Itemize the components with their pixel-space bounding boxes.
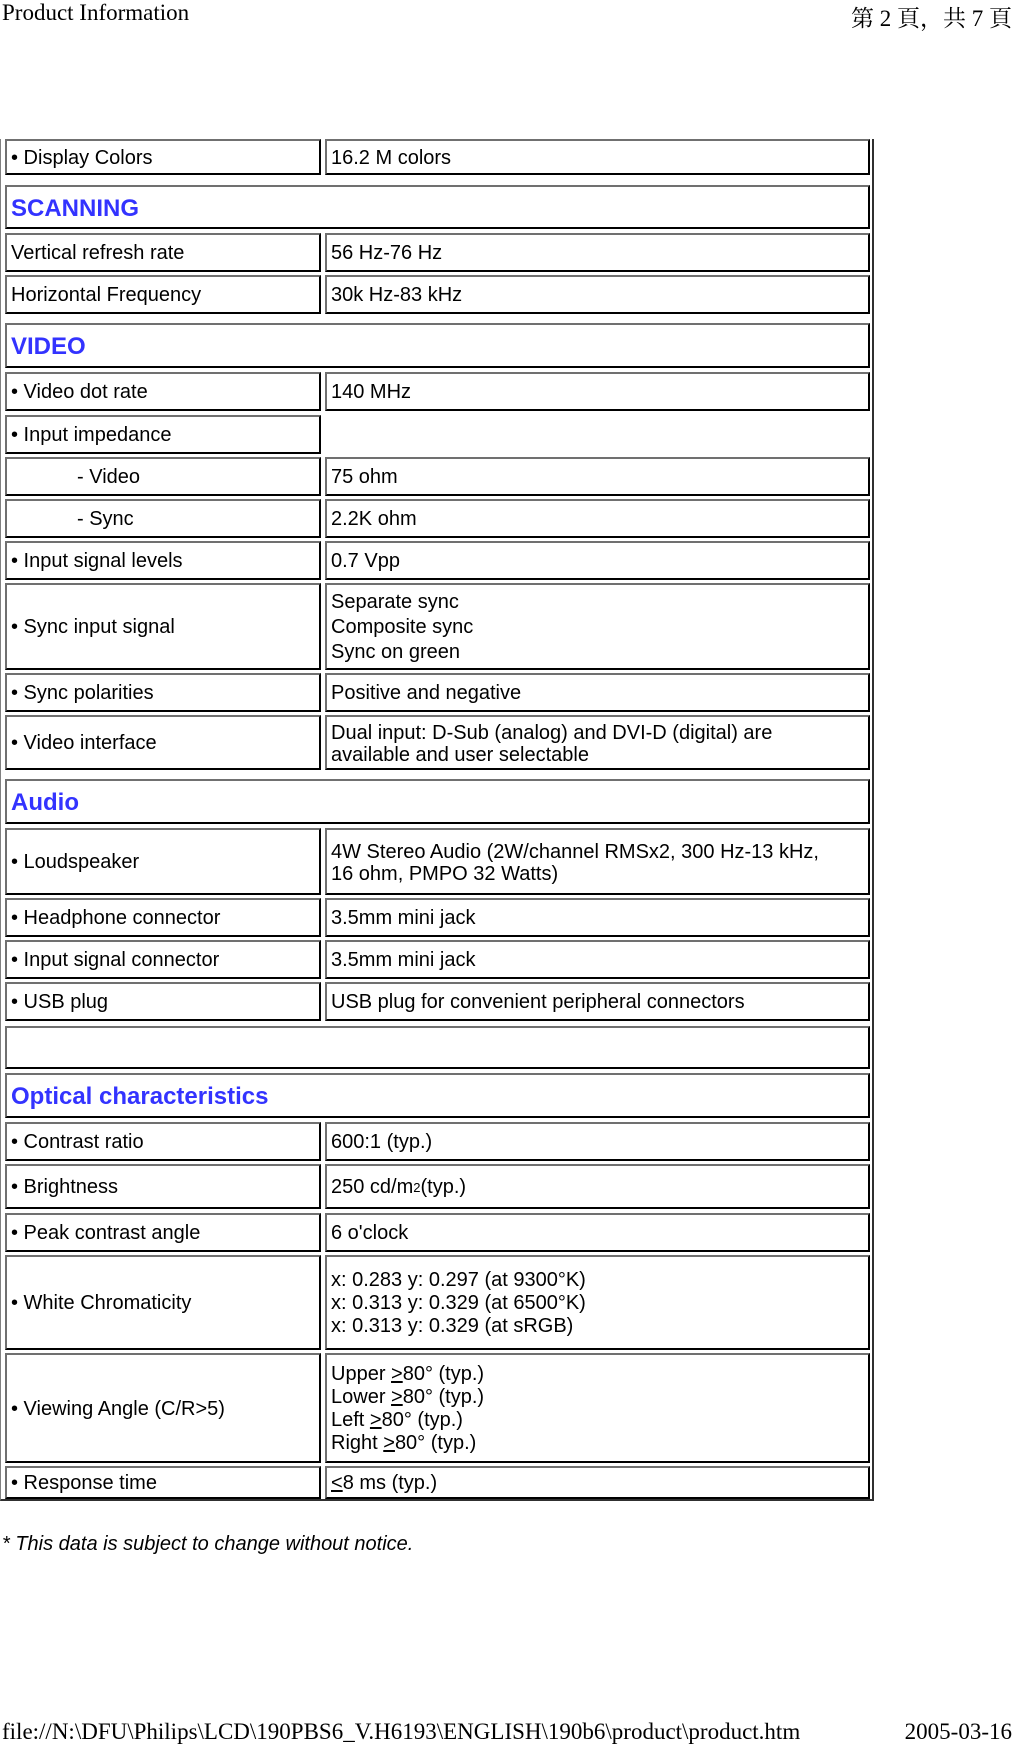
- spec-value: [325, 583, 870, 670]
- table-row: [5, 1255, 870, 1350]
- spec-value: 0.7 Vpp: [325, 541, 870, 580]
- change-notice: * This data is subject to change without notice.: [2, 1533, 414, 1555]
- spec-label: • Contrast ratio: [5, 1122, 321, 1161]
- spec-value-line: 4W Stereo Audio (2W/channel RMSx2, 300 Hz-13 kHz,: [331, 840, 819, 863]
- section-heading-video: VIDEO: [5, 323, 870, 368]
- table-row: [5, 457, 870, 496]
- angle-direction: Left: [331, 1409, 370, 1431]
- spec-value-text: (typ.): [420, 1176, 467, 1198]
- spec-label: • Display Colors: [5, 139, 321, 175]
- table-row: [5, 940, 870, 979]
- angle-direction: Right: [331, 1432, 384, 1454]
- angle-value: 80° (typ.): [402, 1363, 485, 1385]
- table-row: [5, 415, 870, 454]
- spec-value-line: x: 0.313 y: 0.329 (at sRGB): [331, 1315, 574, 1337]
- angle-symbol: >: [369, 1409, 382, 1431]
- spec-value: 140 MHz: [325, 372, 870, 411]
- angle-symbol: >: [391, 1363, 403, 1385]
- spec-sublabel: - Sync: [5, 499, 321, 538]
- angle-symbol: >: [383, 1432, 395, 1454]
- spec-label: • Response time: [5, 1466, 321, 1499]
- spec-value: 3.5mm mini jack: [325, 940, 870, 979]
- spec-label: • Headphone connector: [5, 898, 321, 937]
- spec-value: USB plug for convenient peripheral connectors: [325, 982, 870, 1021]
- table-row: [5, 372, 870, 411]
- spec-value: Positive and negative: [325, 673, 870, 712]
- response-symbol: <: [331, 1472, 343, 1494]
- table-row: [5, 828, 870, 895]
- spec-value: 75 ohm: [325, 457, 870, 496]
- spec-value: 30k Hz-83 kHz: [325, 275, 870, 314]
- page-header-title: Product Information: [2, 0, 190, 25]
- section-row: [5, 323, 870, 368]
- spec-label: • Video dot rate: [5, 372, 321, 411]
- spec-value: 3.5mm mini jack: [325, 898, 870, 937]
- spec-value: 16.2 M colors: [325, 139, 870, 175]
- spec-value-line: [331, 1386, 484, 1409]
- spec-label: • Loudspeaker: [5, 828, 321, 895]
- angle-value: 80° (typ.): [381, 1409, 463, 1431]
- spec-value: 6 o'clock: [325, 1213, 870, 1252]
- spec-label: • Brightness: [5, 1164, 321, 1209]
- spec-label: • Peak contrast angle: [5, 1213, 321, 1252]
- spec-label: • Sync input signal: [5, 583, 321, 670]
- spec-value-line: [331, 1432, 476, 1455]
- table-row: [5, 275, 870, 314]
- spec-value: [325, 1255, 870, 1350]
- angle-direction: Lower: [331, 1386, 392, 1408]
- table-row: [5, 673, 870, 712]
- spec-label: • Input impedance: [5, 415, 321, 454]
- footer-date: 2005-03-16: [904, 1719, 1012, 1744]
- spec-label: • Input signal connector: [5, 940, 321, 979]
- spec-value-text: 8 ms (typ.): [342, 1472, 438, 1494]
- spec-value: 250 cd/m 2 (typ.): [325, 1164, 870, 1209]
- footer-file-path: file://N:\DFU\Philips\LCD\190PBS6_V.H6193\ENGLISH\190b6\product\product.htm: [2, 1719, 801, 1744]
- spec-label: • USB plug: [5, 982, 321, 1021]
- spec-value: [325, 715, 870, 770]
- angle-value: 80° (typ.): [402, 1386, 485, 1408]
- table-row: [5, 499, 870, 538]
- spec-value-line: available and user selectable: [331, 743, 589, 766]
- angle-symbol: >: [391, 1386, 403, 1408]
- spec-value: [325, 828, 870, 895]
- spec-sublabel: - Video: [5, 457, 321, 496]
- spec-label: • Sync polarities: [5, 673, 321, 712]
- spec-value-line: [331, 1409, 463, 1432]
- angle-value: 80° (typ.): [394, 1432, 477, 1454]
- spec-label: Vertical refresh rate: [5, 233, 321, 272]
- table-row: [5, 583, 870, 670]
- section-row: [5, 779, 870, 824]
- spec-value-line: [331, 1363, 484, 1386]
- spec-label: • Viewing Angle (C/R>5): [5, 1353, 321, 1463]
- table-row: [5, 898, 870, 937]
- spec-value-line: Separate sync: [331, 591, 459, 613]
- table-row: [5, 1122, 870, 1161]
- spec-label: • Input signal levels: [5, 541, 321, 580]
- section-row: [5, 185, 870, 229]
- table-row: [5, 715, 870, 770]
- spec-value: [325, 1353, 870, 1463]
- spec-label: Horizontal Frequency: [5, 275, 321, 314]
- spec-label: • Video interface: [5, 715, 321, 770]
- table-row: [5, 1213, 870, 1252]
- page-header-page-indicator: 第 2 頁，共 7 頁: [851, 6, 1012, 31]
- spec-value: 600:1 (typ.): [325, 1122, 870, 1161]
- spec-value-line: Dual input: D-Sub (analog) and DVI-D (digital) are: [331, 721, 773, 744]
- section-heading-audio: Audio: [5, 779, 870, 824]
- spec-value-line: x: 0.283 y: 0.297 (at 9300°K): [331, 1269, 586, 1291]
- spec-value: 56 Hz-76 Hz: [325, 233, 870, 272]
- spec-table: [0, 139, 874, 1501]
- table-row: [5, 541, 870, 580]
- table-row: [5, 139, 870, 175]
- table-row: [5, 1466, 870, 1499]
- spec-value-text: 250 cd/m: [331, 1176, 414, 1198]
- section-heading-optical: Optical characteristics: [5, 1073, 870, 1118]
- spec-label: • White Chromaticity: [5, 1255, 321, 1350]
- section-heading-scanning: SCANNING: [5, 185, 870, 229]
- table-row: [5, 1353, 870, 1463]
- section-row: [5, 1073, 870, 1118]
- empty-row: [5, 1026, 870, 1069]
- spec-value-line: x: 0.313 y: 0.329 (at 6500°K): [331, 1292, 586, 1314]
- spec-value-line: 16 ohm, PMPO 32 Watts): [331, 862, 559, 885]
- spec-value: 2.2K ohm: [325, 499, 870, 538]
- table-row: [5, 1164, 870, 1209]
- spec-value: [325, 1466, 870, 1499]
- table-row: [5, 233, 870, 272]
- table-row: [5, 982, 870, 1021]
- spec-value-line: Sync on green: [331, 641, 460, 663]
- empty-cell: [5, 1026, 870, 1069]
- angle-direction: Upper: [331, 1363, 392, 1385]
- spec-value-line: Composite sync: [331, 616, 474, 638]
